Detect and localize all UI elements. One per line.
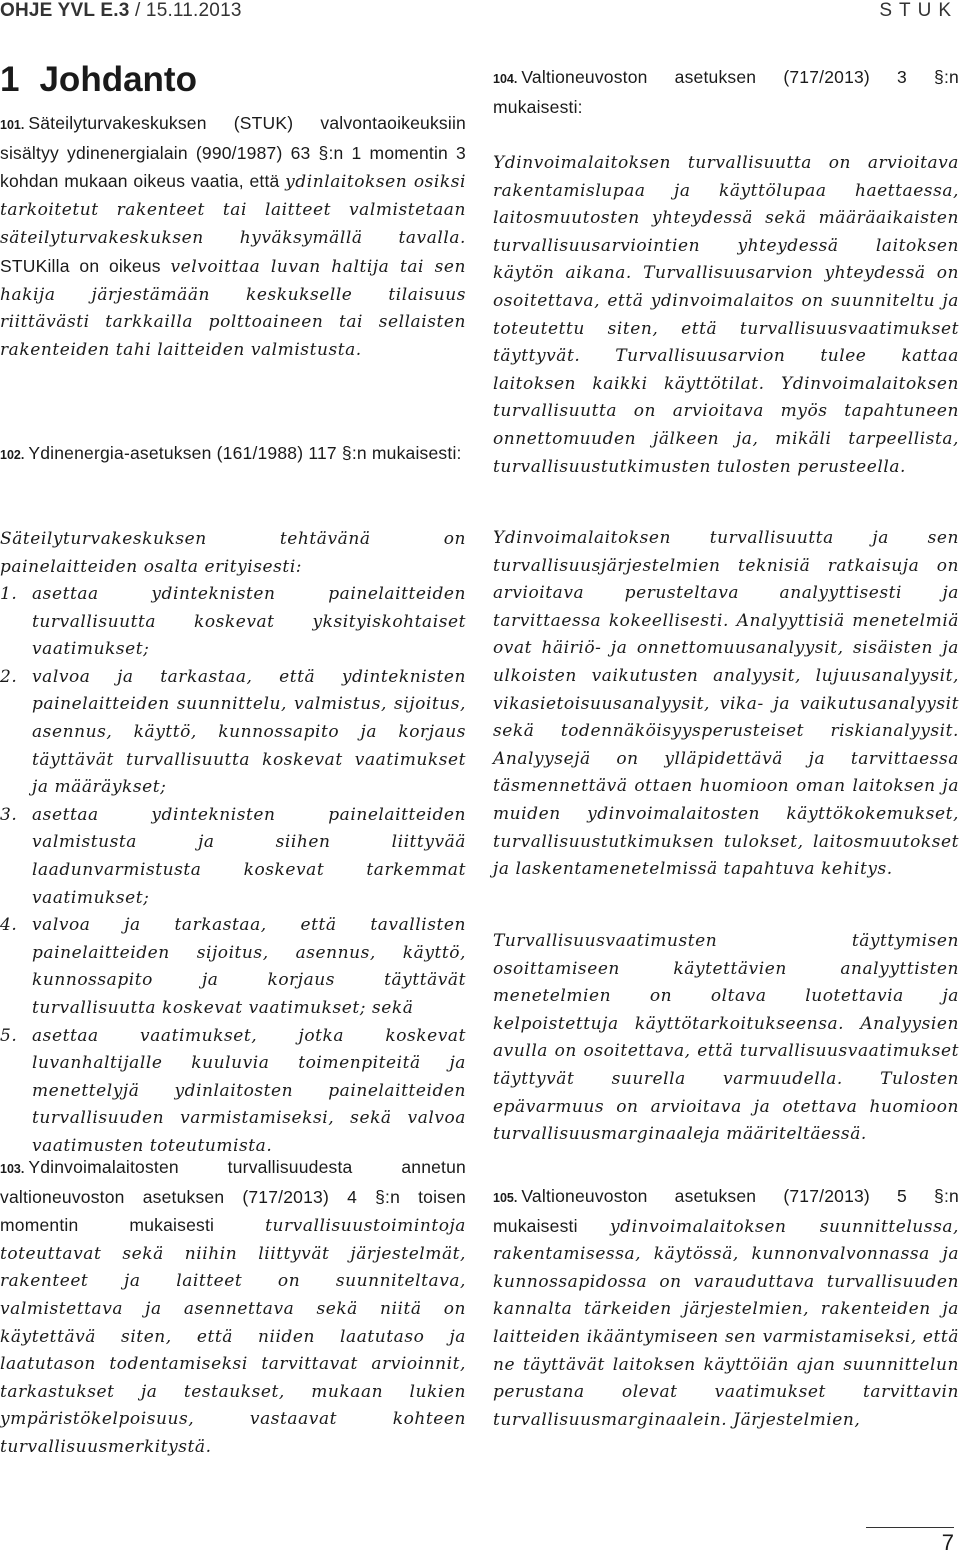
quote-intro: Säteilyturvakeskuksen tehtävänä on painelaitteiden osalta erityisesti: [0, 529, 466, 577]
paragraph-number: 101. [0, 118, 25, 132]
page-number: 7 [941, 1530, 954, 1555]
list-item: 3. asettaa ydinteknisten painelaitteiden valmistusta ja siihen liittyvää laadunvarmistusta koskevat tarkemmat vaatimukset; [0, 804, 466, 908]
duties-list [0, 581, 466, 1160]
paragraph-number: 103. [0, 1162, 25, 1176]
quote-paragraph: Ydinvoimalaitoksen turvallisuutta on arvioitava rakentamislupaa ja käyttölupaa haettaessa, laitosmuutosten yhteydessä sekä määräaikaisten turvallisuusarviointien yhteydessä laitoksen käytön aikana. Turvallisuusarvion yhteydessä on osoitettava, että ydinvoimalaitos on suunniteltu ja toteutettu siten, että turvallisuusvaatimukset täyttyvät. Turvallisuusarvion tulee kattaa laitoksen kaikki käyttötilat. Ydinvoimalaitoksen turvallisuutta on arvioitava myös tapahtuneen onnettomuuden jälkeen ja, mikäli tarpeellista, turvallisuustutkimusten tulosten perusteella. [493, 153, 959, 477]
list-item: 5. asettaa vaatimukset, jotka koskevat luvanhaltijalle kuuluvia toimenpiteitä ja menettelyjä ydinlaitosten painelaitteiden turvallisuuden varmistamiseksi, sekä valvoa vaatimusten toteutumista. [0, 1025, 466, 1156]
list-item: 4. valvoa ja tarkastaa, että tavallisten painelaitteiden sijoitus, asennus, käyttö, kunnossapito ja korjaus täyttävät turvallisuutta koskevat vaatimukset; sekä [0, 915, 466, 1018]
quote-paragraph: Turvallisuusvaatimusten täyttymisen osoittamiseen käytettävien analyyttisten menetelmien on oltava luotettavia ja kelpoistettuja käyttötarkoitukseensa. Analyysien avulla on osoitettava, että turvallisuusvaatimukset täyttyvät suurella varmuudella. Tulosten epävarmuus on arvioitava ja otettava huomioon turvallisuusmarginaaleja määriteltäessä. [493, 931, 959, 1145]
paragraph-number: 104. [493, 72, 518, 86]
guide-date: 15.11.2013 [145, 0, 242, 21]
page-title [0, 58, 197, 102]
guide-code: OHJE YVL E.3 [0, 0, 130, 21]
paragraph-101: 101. Säteilyturvakeskuksen (STUK) valvontaoikeuksiin sisältyy ydinenergialain (990/1987) 63 §:n 1 momentin 3 kohdan mukaan oikeus vaatia, että ydinlaitoksen osiksi tarkoitetut rakenteet tai laitteet valmistetaan säteilyturvakeskuksen hyväksymällä tavalla. STUKilla on oikeus velvoittaa luvan haltija tai sen hakija järjestämään keskukselle tilaisuus riittävästi tarkkailla polttoaineen tai sellaisten rakenteiden tahi laitteiden valmistusta. [0, 113, 466, 360]
paragraph-104: 104. Valtioneuvoston asetuksen (717/2013) 3 §:n mukaisesti: [493, 67, 959, 117]
quote-paragraph: Ydinvoimalaitoksen turvallisuutta ja sen turvallisuusjärjestelmien teknisiä ratkaisuja on arvioitava perusteltava analyyttisesti ja tarvittaessa kokeellisesti. Analyyttisiä menetelmiä ovat häiriö- ja onnettomuusanalyysit, sisäisten ja ulkoisten vaikutusten analyysit, lujuusanalyysit, vikasietoisuusanalyysit, vika- ja vaikutusanalyysit sekä todennäköisyysperusteiset riskianalyysit. Analyysejä on ylläpidettävä ja tarvittaessa täsmennettävä ottaen huomioon oman laitoksen ja muiden ydinvoimalaitosten käyttökokemukset, turvallisuustutkimuksen tulokset, laitosmuutokset ja laskentamenetelmissä tapahtuva kehitys. [493, 528, 959, 880]
paragraph-number: 102. [0, 448, 25, 462]
paragraph-102: 102. Ydinenergia-asetuksen (161/1988) 117 §:n mukaisesti: [0, 443, 462, 463]
paragraph-105: 105. Valtioneuvoston asetuksen (717/2013) 5 §:n mukaisesti ydinvoimalaitoksen suunnittelussa, rakentamisessa, käytössä, kunnonvalvonnassa ja kunnossapidossa on varauduttava turvallisuuden kannalta tärkeiden järjestelmien, rakenteiden ja laitteiden ikääntymiseen sen varmistamiseksi, että ne täyttävät laitoksen käyttöiän ajan suunnittelun perustana olevat vaatimukset tarvittavin turvallisuusmarginaalein. Järjestelmien, [493, 1186, 959, 1430]
running-header-left [0, 0, 242, 22]
list-item: 1. asettaa ydinteknisten painelaitteiden turvallisuutta koskevat yksityiskohtaiset vaatimukset; [0, 584, 466, 660]
footer-divider [866, 1527, 954, 1528]
chapter-number: 1 [0, 60, 20, 99]
chapter-title-text: Johdanto [39, 60, 197, 99]
list-item: 2. valvoa ja tarkastaa, että ydinteknisten painelaitteiden suunnittelu, valmistus, sijoitus, asennus, käyttö, kunnossapito ja korjaus täyttävät turvallisuutta koskevat vaatimukset ja määräykset; [0, 666, 466, 798]
organization-logo-text: STUK [879, 0, 958, 21]
paragraph-number: 105. [493, 1191, 518, 1205]
paragraph-103: 103. Ydinvoimalaitosten turvallisuudesta annetun valtioneuvoston asetuksen (717/2013) 4 §:n toisen momentin mukaisesti turvallisuustoimintoja toteuttavat sekä niihin liittyvät järjestelmät, rakenteet ja laitteet on suunniteltava, valmistettava ja asennettava sekä niitä on käytettävä siten, että niiden laatutaso ja laatutason todentamiseksi tarvittavat arvioinnit, tarkastukset ja testaukset, mukaan lukien ympäristökelpoisuus, vastaavat kohteen turvallisuusmerkitystä. [0, 1157, 466, 1457]
header-separator: / [129, 0, 146, 21]
